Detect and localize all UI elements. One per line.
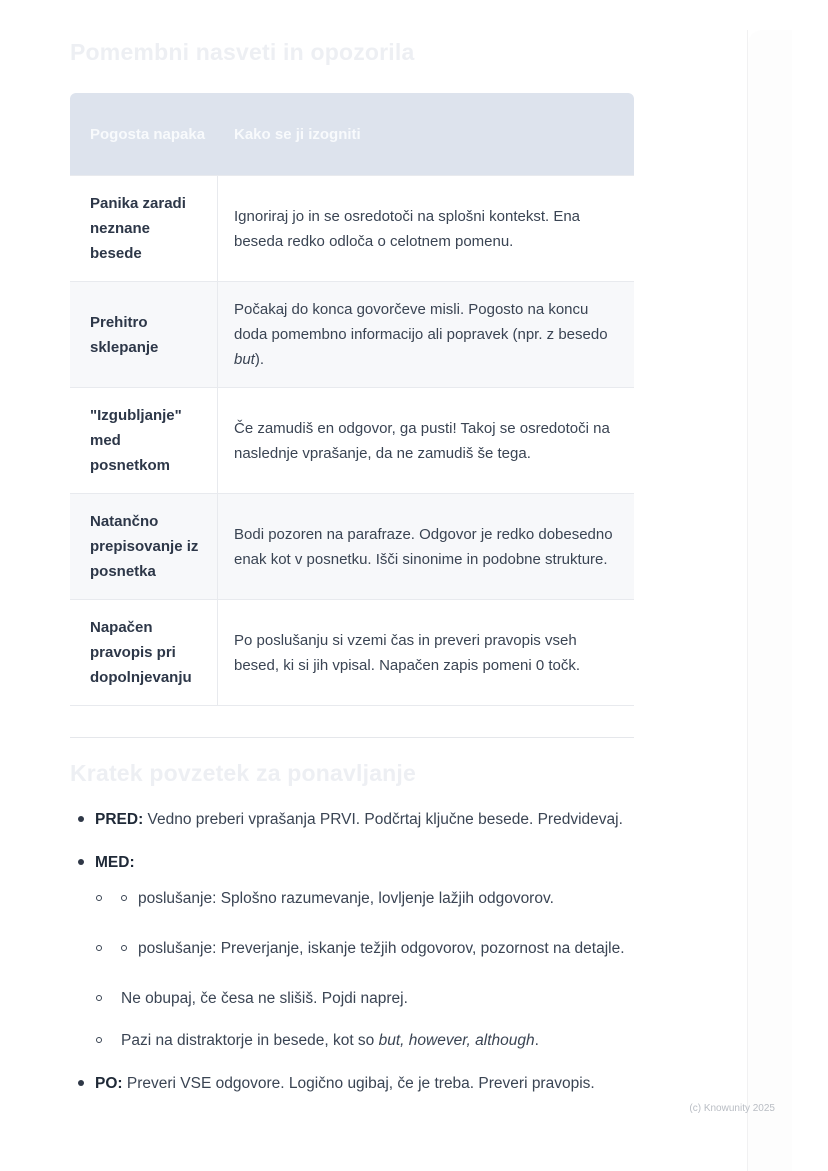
text-segment: Bodi pozoren na parafraze. Odgovor je redko dobesedno enak kot v posnetku. Išči sinonime in podobne strukture. <box>234 525 613 568</box>
solution-text <box>234 204 617 254</box>
text-segment: Preveri VSE odgovore. Logično ugibaj, če je treba. Preveri pravopis. <box>122 1075 595 1092</box>
table-header-cell-avoid <box>218 93 634 175</box>
circle-bullet-icon <box>95 986 121 1012</box>
section-divider <box>70 737 634 738</box>
circle-bullet-icon <box>96 1037 102 1043</box>
table-header-row <box>70 93 634 175</box>
summary-item-keyword: MED: <box>95 854 135 871</box>
summary-list <box>70 807 642 1097</box>
text-segment: Počakaj do konca govorčeve misli. Pogosto na koncu doda pomembno informacijo ali popravek (npr. z besedo <box>234 301 608 343</box>
mistake-cell <box>70 388 218 493</box>
table-row <box>70 599 634 705</box>
nested-list <box>95 886 642 1054</box>
text-segment: Če zamudiš en odgovor, ga pusti! Takoj se osredotoči na naslednje vprašanje, da ne zamudiš še tega. <box>234 419 610 462</box>
bullet-dot-icon <box>78 859 84 865</box>
bullet-dot-icon <box>78 816 84 822</box>
summary-item-text <box>95 807 642 833</box>
solution-cell <box>218 176 634 281</box>
page-content <box>70 0 634 1114</box>
mistake-label: Napačen pravopis pri dopolnjevanju <box>90 619 192 686</box>
summary-item <box>70 807 642 833</box>
solution-text <box>234 416 617 466</box>
text-segment: . <box>534 1032 539 1049</box>
nested-list-item <box>95 936 642 962</box>
circle-bullet-icon <box>96 945 102 951</box>
table-row <box>70 175 634 281</box>
text-segment: poslušanje: Splošno razumevanje, lovljenje lažjih odgovorov. <box>138 890 554 907</box>
circle-bullet-icon <box>96 895 102 901</box>
mistake-cell <box>70 494 218 599</box>
summary-item-keyword: PO: <box>95 1075 123 1092</box>
text-segment: Pazi na distraktorje in besede, kot so <box>121 1032 379 1049</box>
solution-cell <box>218 388 634 493</box>
nested-list-item <box>95 886 642 912</box>
text-segment: ). <box>254 351 265 368</box>
solution-text <box>234 297 617 372</box>
mistake-cell <box>70 176 218 281</box>
text-segment: Ignoriraj jo in se osredotoči na splošni kontekst. Ena beseda redko odloča o celotnem pomenu. <box>234 207 581 250</box>
text-segment: Ne obupaj, če česa ne slišiš. Pojdi naprej. <box>121 990 408 1007</box>
nested-item-text <box>121 1028 642 1054</box>
circle-bullet-icon <box>95 886 121 912</box>
table-header-cell-mistake <box>70 93 218 175</box>
nested-item-text <box>121 986 642 1012</box>
table-row <box>70 281 634 387</box>
circle-bullet-icon <box>96 995 102 1001</box>
summary-item <box>70 850 642 1054</box>
mistake-label: Panika zaradi neznane besede <box>90 195 186 262</box>
circle-bullet-icon <box>121 945 127 951</box>
mistake-label: "Izgubljanje" med posnetkom <box>90 407 182 474</box>
bullet-icon <box>70 850 95 1054</box>
column-header-label: Pogosta napaka <box>90 125 206 143</box>
bullet-icon <box>70 1071 95 1097</box>
section-title-summary: Kratek povzetek za ponavljanje <box>70 760 417 786</box>
table-row <box>70 387 634 493</box>
nested-item-text <box>138 886 642 912</box>
mistake-cell <box>70 282 218 387</box>
italic-text: but <box>234 351 255 368</box>
mistake-cell <box>70 600 218 705</box>
solution-cell <box>218 494 634 599</box>
column-header-label: Kako se ji izogniti <box>234 125 361 143</box>
solution-cell <box>218 282 634 387</box>
table-row <box>70 493 634 599</box>
table-body <box>70 175 634 705</box>
text-segment: Po poslušanju si vzemi čas in preveri pravopis vseh besed, ki si jih vpisal. Napačen zapis pomeni 0 točk. <box>234 631 581 674</box>
bullet-icon <box>70 807 95 833</box>
circle-bullet-icon <box>121 936 138 962</box>
text-segment: Vedno preberi vprašanja PRVI. Podčrtaj ključne besede. Predvidevaj. <box>143 811 623 828</box>
page-edge-line <box>747 30 748 1171</box>
section-title-tips: Pomembni nasveti in opozorila <box>70 39 415 65</box>
page-edge-band <box>748 30 792 1171</box>
circle-bullet-icon <box>95 1028 121 1054</box>
circle-bullet-icon <box>121 886 138 912</box>
solution-text <box>234 628 617 678</box>
italic-text: but, however, although <box>378 1032 535 1049</box>
nested-item-text <box>138 936 642 962</box>
text-segment: poslušanje: Preverjanje, iskanje težjih odgovorov, pozornost na detajle. <box>138 940 625 957</box>
circle-bullet-icon <box>121 895 127 901</box>
summary-item-text <box>95 850 642 1054</box>
solution-text <box>234 522 617 572</box>
mistakes-table <box>70 93 634 706</box>
copyright-note: (c) Knowunity 2025 <box>689 1103 775 1114</box>
summary-item-keyword: PRED: <box>95 811 144 828</box>
summary-item <box>70 1071 642 1097</box>
nested-list-item <box>95 986 642 1012</box>
bullet-dot-icon <box>78 1080 84 1086</box>
summary-item-text <box>95 1071 642 1097</box>
solution-cell <box>218 600 634 705</box>
nested-list-item <box>95 1028 642 1054</box>
circle-bullet-icon <box>95 936 121 962</box>
mistake-label: Prehitro sklepanje <box>90 313 159 356</box>
mistake-label: Natančno prepisovanje iz posnetka <box>90 513 199 580</box>
